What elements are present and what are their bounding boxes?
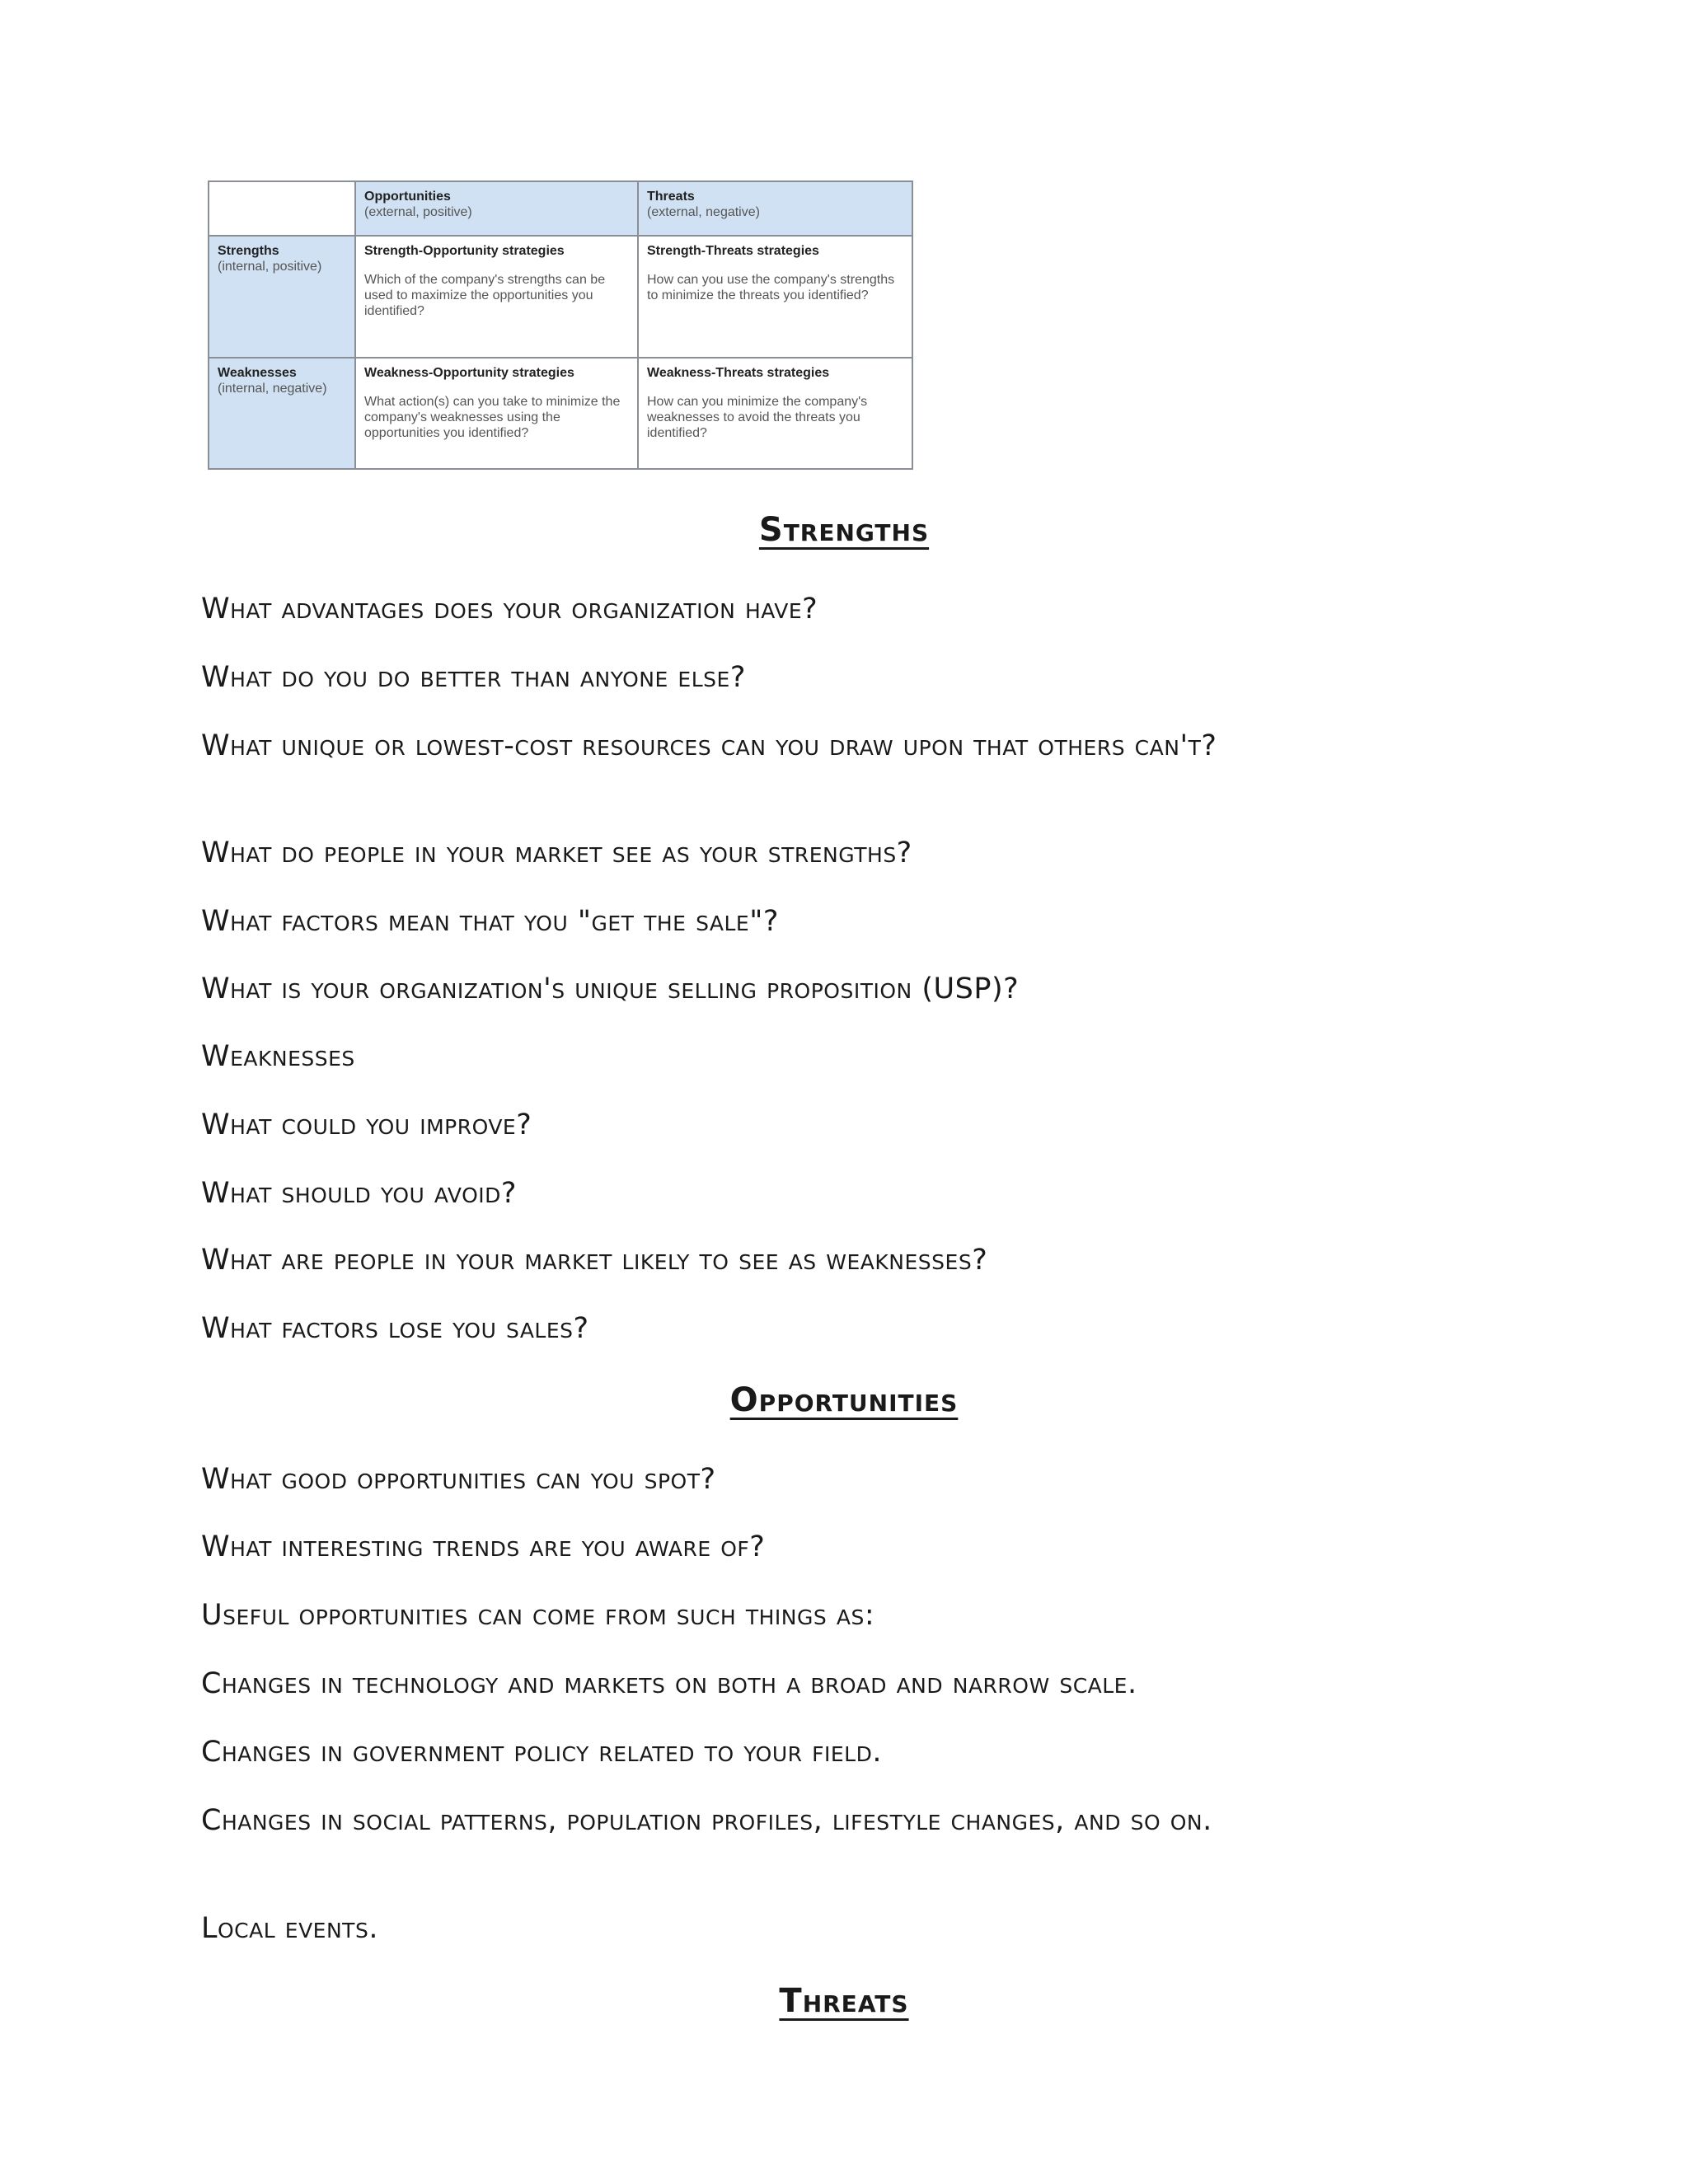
weaknesses-line-2: What should you avoid? [201, 1177, 517, 1210]
so-strategy-title: Strength-Opportunity strategies [364, 244, 565, 258]
weaknesses-header-cell [209, 358, 355, 469]
opportunities-line-5: Changes in government policy related to your field. [201, 1736, 882, 1769]
threats-heading: Threats [779, 1982, 909, 2020]
strengths-line-5: What factors mean that you "get the sale"? [201, 905, 779, 938]
strengths-header: Strengths [218, 244, 279, 258]
strengths-line-1: What advantages does your organization have? [201, 593, 818, 626]
st-strategy-text: How can you use the company's strengths to minimize the threats you identified? [647, 273, 895, 302]
st-strategy-cell [638, 236, 912, 358]
threats-header-cell [638, 181, 912, 236]
opportunities-header: Opportunities [364, 190, 451, 204]
wt-strategy-text: How can you minimize the company's weaknesses to avoid the threats you identified? [647, 395, 868, 440]
strengths-subheader: (internal, positive) [218, 260, 322, 274]
swot-strategy-table [208, 180, 913, 470]
strengths-line-4: What do people in your market see as your strengths? [201, 837, 912, 869]
opportunities-subheader: (external, positive) [364, 205, 472, 219]
wo-strategy-text: What action(s) can you take to minimize the company's weaknesses using the opportunities you identified? [364, 395, 621, 440]
weaknesses-subheader: (internal, negative) [218, 382, 327, 396]
weaknesses-label: Weaknesses [201, 1040, 355, 1073]
threats-header: Threats [647, 190, 695, 204]
wt-strategy-title: Weakness-Threats strategies [647, 366, 830, 380]
strengths-line-6: What is your organization's unique selling proposition (USP)? [201, 972, 1020, 1005]
opportunities-header-cell [355, 181, 638, 236]
strengths-line-2: What do you do better than anyone else? [201, 661, 746, 694]
wo-strategy-cell [355, 358, 638, 469]
opportunities-line-2: What interesting trends are you aware of? [201, 1530, 766, 1563]
threats-subheader: (external, negative) [647, 205, 760, 219]
strengths-line-3: What unique or lowest-cost resources can you draw upon that others can't? [201, 729, 1217, 762]
table-corner-cell [209, 181, 355, 236]
st-strategy-title: Strength-Threats strategies [647, 244, 819, 258]
wo-strategy-title: Weakness-Opportunity strategies [364, 366, 574, 380]
opportunities-heading: Opportunities [729, 1381, 959, 1419]
wt-strategy-cell [638, 358, 912, 469]
opportunities-line-3: Useful opportunities can come from such things as: [201, 1599, 875, 1632]
opportunities-line-4: Changes in technology and markets on both a broad and narrow scale. [201, 1667, 1137, 1700]
weaknesses-line-1: What could you improve? [201, 1108, 532, 1141]
opportunities-line-6: Changes in social patterns, population profiles, lifestyle changes, and so on. [201, 1804, 1212, 1837]
strengths-heading: Strengths [758, 511, 930, 549]
weaknesses-line-4: What factors lose you sales? [201, 1312, 589, 1345]
so-strategy-text: Which of the company's strengths can be used to maximize the opportunities you identified? [364, 273, 606, 318]
so-strategy-cell [355, 236, 638, 358]
weaknesses-line-3: What are people in your market likely to see as weaknesses? [201, 1244, 988, 1277]
weaknesses-header: Weaknesses [218, 366, 297, 380]
opportunities-line-1: What good opportunities can you spot? [201, 1463, 716, 1496]
opportunities-line-7: Local events. [201, 1912, 378, 1945]
strengths-header-cell [209, 236, 355, 358]
